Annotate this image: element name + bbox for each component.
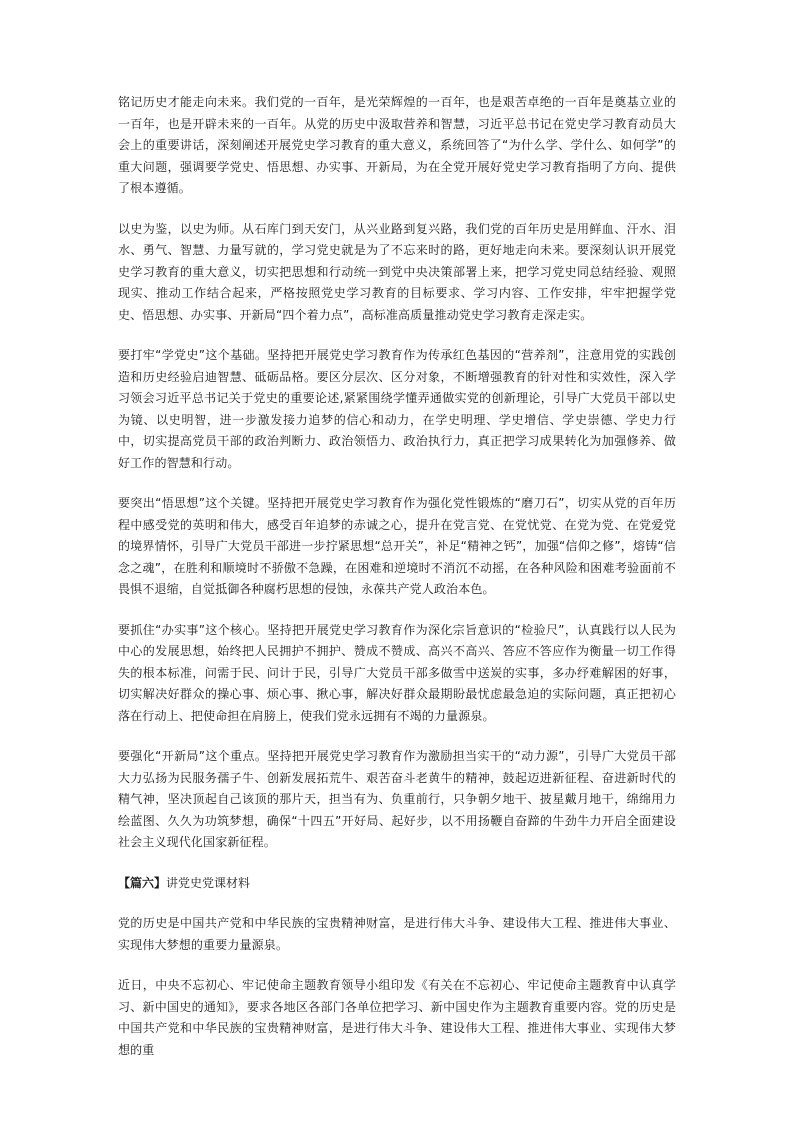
paragraph-6: 要强化“开新局”这个重点。坚持把开展党史学习教育作为激励担当实干的“动力源”，引导广大党员干部大力弘扬为民服务孺子牛、创新发展拓荒牛、艰苦奋斗老黄牛的精神，鼓起迈进新征程、奋进新时代的精气神，坚决顶起自己该顶的那片天，担当有为、负重前行，只争朝夕地干、披星戴月地干，绵绵用力绘蓝图、久久为功筑梦想，确保“十四五”开好局、起好步，以不用扬鞭自奋蹄的牛劲牛力开启全面建设社会主义现代化国家新征程。 bbox=[118, 749, 676, 849]
paragraph-2: 以史为鉴，以史为师。从石库门到天安门，从兴业路到复兴路，我们党的百年历史是用鲜血、汗水、泪水、勇气、智慧、力量写就的，学习党史就是为了不忘来时的路，更好地走向未来。要深刻认识开展党史学习教育的重大意义，切实把思想和行动统一到党中央决策部署上来，把学习党史同总结经验、观照现实、推动工作结合起来，严格按照党史学习教育的目标要求、学习内容、工作安排，牢牢把握学党史、悟思想、办实事、开新局“四个着力点”，高标准高质量推动党史学习教育走深走实。 bbox=[118, 221, 676, 322]
section-tag: 【篇六】 bbox=[118, 875, 167, 890]
paragraph-4: 要突出“悟思想”这个关键。坚持把开展党史学习教育作为强化党性锻炼的“磨刀石”，切实从党的百年历程中感受党的英明和伟大，感受百年追梦的赤诚之心，提升在党言党、在党忧党、在党为党、在党爱党的境界情怀，引导广大党员干部进一步拧紧思想“总开关”，补足“精神之钙”，加强“信仰之修”，熔铸“信念之魂”，在胜利和顺境时不骄傲不急躁，在困难和逆境时不消沉不动摇，在各种风险和困难考验面前不畏惧不退缩，自觉抵御各种腐朽思想的侵蚀，永葆共产党人政治本色。 bbox=[118, 496, 676, 596]
paragraph-1: 铭记历史才能走向未来。我们党的一百年，是光荣辉煌的一百年，也是艰苦卓绝的一百年是奠基立业的一百年，也是开辟未来的一百年。从党的历史中汲取营养和智慧，习近平总书记在党史学习教育动员大会上的重要讲话，深刻阐述开展党史学习教育的重大意义，系统回答了“为什么学、学什么、如何学”的重大问题，强调要学党史、悟思想、办实事、开新局，为在全党开展好党史学习教育指明了方向、提供了根本遵循。 bbox=[118, 95, 676, 195]
paragraph-7: 党的历史是中国共产党和中华民族的宝贵精神财富，是进行伟大斗争、建设伟大工程、推进伟大事业、实现伟大梦想的重要力量源泉。 bbox=[118, 916, 676, 952]
section-heading bbox=[118, 873, 676, 895]
paragraph-5: 要抓住“办实事”这个核心。坚持把开展党史学习教育作为深化宗旨意识的“检验尺”，认真践行以人民为中心的发展思想，始终把人民拥护不拥护、赞成不赞成、高兴不高兴、答应不答应作为衡量一切工作得失的根本标准，问需于民、问计于民，引导广大党员干部多做雪中送炭的实事，多办纾难解困的好事，切实解决好群众的操心事、烦心事、揪心事，解决好群众最期盼最忧虑最急迫的实际问题，真正把初心落在行动上、把使命担在肩膀上，使我们党永远拥有不竭的力量源泉。 bbox=[118, 622, 676, 723]
section-title: 讲党史党课材料 bbox=[166, 875, 251, 890]
paragraph-8: 近日，中央不忘初心、牢记使命主题教育领导小组印发《有关在不忘初心、牢记使命主题教育中认真学习、新中国史的通知》，要求各地区各部门各单位把学习、新中国史作为主题教育重要内容。党的历史是中国共产党和中华民族的宝贵精神财富，是进行伟大斗争、建设伟大工程、推进伟大事业、实现伟大梦想的重 bbox=[118, 978, 676, 1057]
paragraph-3: 要打牢“学党史”这个基础。坚持把开展党史学习教育作为传承红色基因的“营养剂”，注意用党的实践创造和历史经验启迪智慧、砥砺品格。要区分层次、区分对象，不断增强教育的针对性和实效性，深入学习领会习近平总书记关于党史的重要论述,紧紧围绕学懂弄通做实党的创新理论，引导广大党员干部以史为镜、以史明智，进一步激发接力追梦的信心和动力，在学史明理、学史增信、学史崇德、学史力行中，切实提高党员干部的政治判断力、政治领悟力、政治执行力，真正把学习成果转化为加强修养、做好工作的智慧和行动。 bbox=[118, 348, 676, 470]
document-page bbox=[118, 92, 676, 1080]
